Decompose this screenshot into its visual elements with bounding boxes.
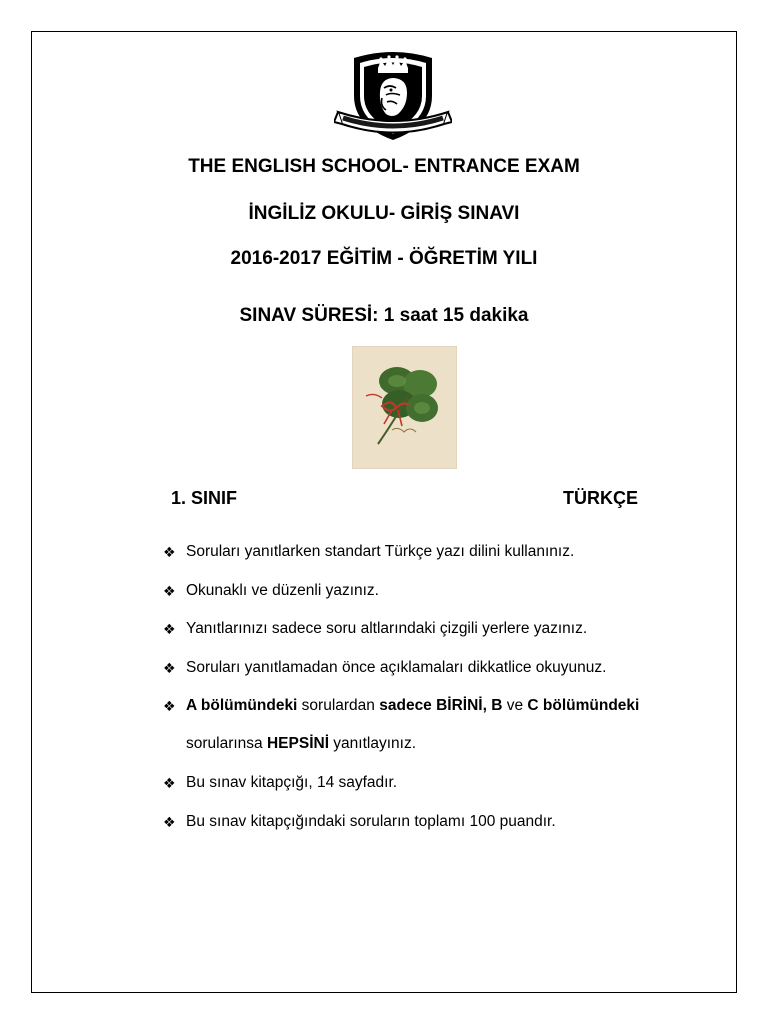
instruction-item [163,810,723,849]
instruction-text: Bu sınav kitapçığı, 14 sayfadır. [186,774,398,791]
diamond-bullet-icon: ❖ [163,813,176,830]
instruction-text: Soruları yanıtlarken standart Türkçe yazı dilini kullanınız. [186,543,575,560]
instruction-item [163,771,723,810]
exam-title-turkish: İNGİLİZ OKULU- GİRİŞ SINAVI [248,203,520,224]
diamond-bullet-icon: ❖ [163,698,176,714]
diamond-bullet-icon: ❖ [163,621,176,637]
instruction-text: Yanıtlarınızı sadece soru altlarındaki çizgili yerlere yazınız. [186,620,588,637]
instruction-item [163,617,723,656]
instruction-item [163,694,723,771]
grade-label: 1. SINIF [171,488,238,508]
good-luck-clover-image [352,346,457,469]
instruction-item [163,579,723,618]
academic-year: 2016-2017 EĞİTİM - ÖĞRETİM YILI [230,248,538,269]
instruction-text: Okunaklı ve düzenli yazınız. [186,581,379,599]
instruction-text-continued: sorularınsa HEPSİNİ yanıtlayınız. [186,735,417,752]
school-crest-logo [334,48,452,146]
diamond-bullet-icon: ❖ [163,544,176,560]
diamond-bullet-icon: ❖ [163,775,176,791]
exam-title-english: THE ENGLISH SCHOOL- ENTRANCE EXAM [188,156,580,177]
exam-duration: SINAV SÜRESİ: 1 saat 15 dakika [239,305,529,326]
instruction-text: Bu sınav kitapçığındaki soruların toplamı 100 puandır. [186,812,556,830]
instructions-list [163,540,723,848]
instruction-text: Soruları yanıtlamadan önce açıklamaları dikkatlice okuyunuz. [186,658,607,676]
diamond-bullet-icon: ❖ [163,659,176,676]
diamond-bullet-icon: ❖ [163,582,176,599]
instruction-text: A bölümündeki sorulardan sadece BİRİNİ, B ve C bölümündeki [186,697,640,714]
instruction-item [163,656,723,695]
subject-label: TÜRKÇE [563,488,638,508]
instruction-item [163,540,723,579]
